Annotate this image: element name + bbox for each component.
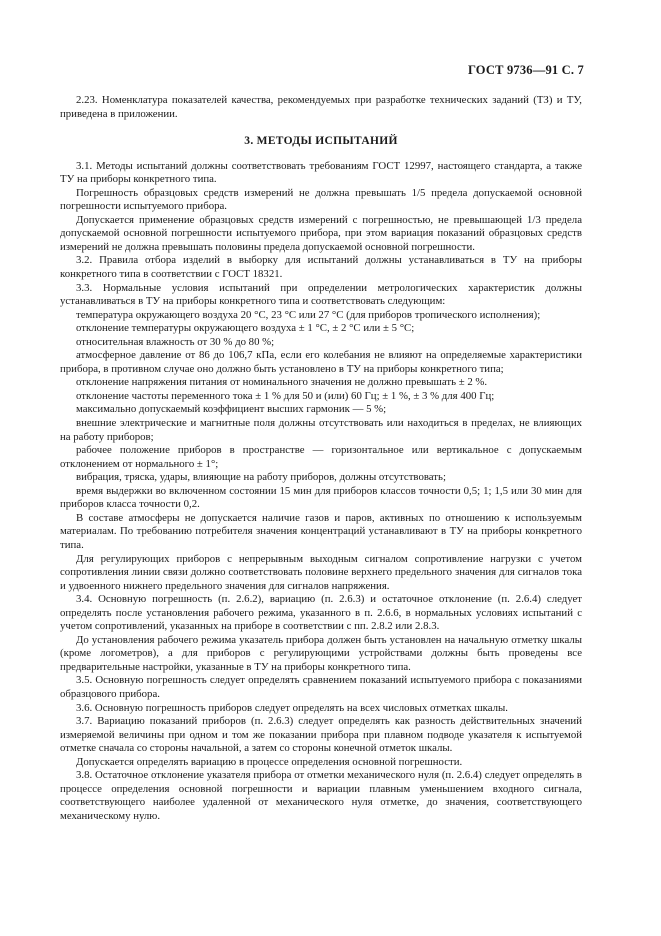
paragraph-3-4: 3.4. Основную погрешность (п. 2.6.2), вариацию (п. 2.6.3) и остаточное отклонение (п. 2.6.4) следует определять после установления рабочего режима, указанного в п. 2.6.6, в нормальных условиях испытаний с учетом сопротивлений, указанных на приборе в соответствии с пп. 2.8.2 или 2.8.3. (60, 593, 582, 633)
paragraph: До установления рабочего режима указатель прибора должен быть установлен на начальную отметку шкалы (кроме логометров), а для приборов с регулирующими устройствами должны быть проведены все предварительные настройки, указанные в ТУ на приборы конкретного типа. (60, 633, 582, 673)
condition-item: время выдержки во включенном состоянии 15 мин для приборов классов точности 0,5; 1; 1,5 или 30 мин для приборов класса точности 0,2. (60, 484, 582, 511)
condition-item: относительная влажность от 30 % до 80 %; (76, 335, 275, 348)
paragraph-3-2: 3.2. Правила отбора изделий в выборку для испытаний должны устанавливаться в ТУ на приборы конкретного типа в соответствии с ГОСТ 18321. (60, 254, 582, 281)
condition-item: отклонение температуры окружающего воздуха ± 1 °С, ± 2 °С или ± 5 °С; (76, 322, 415, 335)
paragraph-3-7: 3.7. Вариацию показаний приборов (п. 2.6.3) следует определять как разность действительных значений измеряемой величины при одном и том же показании прибора при плавном подводе указателя к испытуемой отметке сначала со стороны начальной, а затем со стороны конечной отметок шкалы. (60, 715, 582, 755)
paragraph: Допускается определять вариацию в процессе определения основной погрешности. (76, 755, 463, 768)
condition-item: рабочее положение приборов в пространстве — горизонтальное или вертикальное с допускаемым отклонением от нормального ± 1°; (60, 444, 582, 470)
paragraph-3-1: 3.1. Методы испытаний должны соответствовать требованиям ГОСТ 12997, настоящего стандарта, а также ТУ на приборы конкретного типа. (60, 159, 582, 186)
condition-item: температура окружающего воздуха 20 °С, 23 °С или 27 °С (для приборов тропического исполнения); (76, 308, 541, 321)
condition-item: внешние электрические и магнитные поля должны отсутствовать или находиться в пределах, не влияющих на работу приборов; (60, 417, 582, 443)
condition-item: вибрация, тряска, удары, влияющие на работу приборов, должны отсутствовать; (76, 471, 446, 484)
condition-item: максимально допускаемый коэффициент высших гармоник — 5 %; (76, 403, 387, 416)
paragraph-3-5: 3.5. Основную погрешность следует определять сравнением показаний испытуемого прибора с показаниями образцового прибора. (60, 674, 582, 700)
paragraph: Для регулирующих приборов с непрерывным выходным сигналом сопротивление нагрузки с учетом сопротивления линии связи должно соответствовать половине верхнего предельного значения для сигналов тока и удвоенного нижнего предельного значения для сигналов напряжения. (60, 552, 582, 592)
paragraph-3-8: 3.8. Остаточное отклонение указателя прибора от отметки механического нуля (п. 2.6.4) следует определять в процессе определения основной погрешности и вариации плавным уменьшением входного сигнала, соответствующего наиболее удаленной от механического нуля отметке, до значения, соответствующего механическому нулю. (60, 769, 582, 822)
condition-item: атмосферное давление от 86 до 106,7 кПа, если его колебания не влияют на определяемые характеристики прибора, в противном случае оно должно быть установлено в ТУ на приборы конкретного типа; (60, 349, 582, 375)
paragraph: Допускается применение образцовых средств измерений с погрешностью, не превышающей 1/3 предела допускаемой основной погрешности испытуемого прибора, при этом вариация показаний образцовых средств измерений не должна превышать половины предела допускаемой основной погрешности. (60, 213, 582, 253)
paragraph-3-6: 3.6. Основную погрешность приборов следует определять на всех числовых отметках шкалы. (76, 701, 508, 714)
page-header: ГОСТ 9736—91 С. 7 (467, 63, 584, 77)
document-body (60, 94, 582, 823)
paragraph: Погрешность образцовых средств измерений не должна превышать 1/5 предела допускаемой основной погрешности испытуемого прибора. (60, 186, 582, 213)
paragraph-3-3: 3.3. Нормальные условия испытаний при определении метрологических характеристик должны устанавливаться в ТУ на приборы конкретного типа и соответствовать следующим: (60, 281, 582, 308)
section-title: 3. МЕТОДЫ ИСПЫТАНИЙ (244, 135, 398, 148)
condition-item: отклонение частоты переменного тока ± 1 % для 50 и (или) 60 Гц; ± 1 %, ± 3 % для 400 Гц; (76, 389, 495, 402)
paragraph-2-23: 2.23. Номенклатура показателей качества, рекомендуемых при разработке технических заданий (ТЗ) и ТУ, приведена в приложении. (60, 94, 582, 120)
condition-item: отклонение напряжения питания от номинального значения не должно превышать ± 2 %. (76, 376, 488, 389)
paragraph: В составе атмосферы не допускается наличие газов и паров, активных по отношению к используемым материалам. По требованию потребителя значения концентраций устанавливают в ТУ на приборы конкретного типа. (60, 511, 582, 551)
